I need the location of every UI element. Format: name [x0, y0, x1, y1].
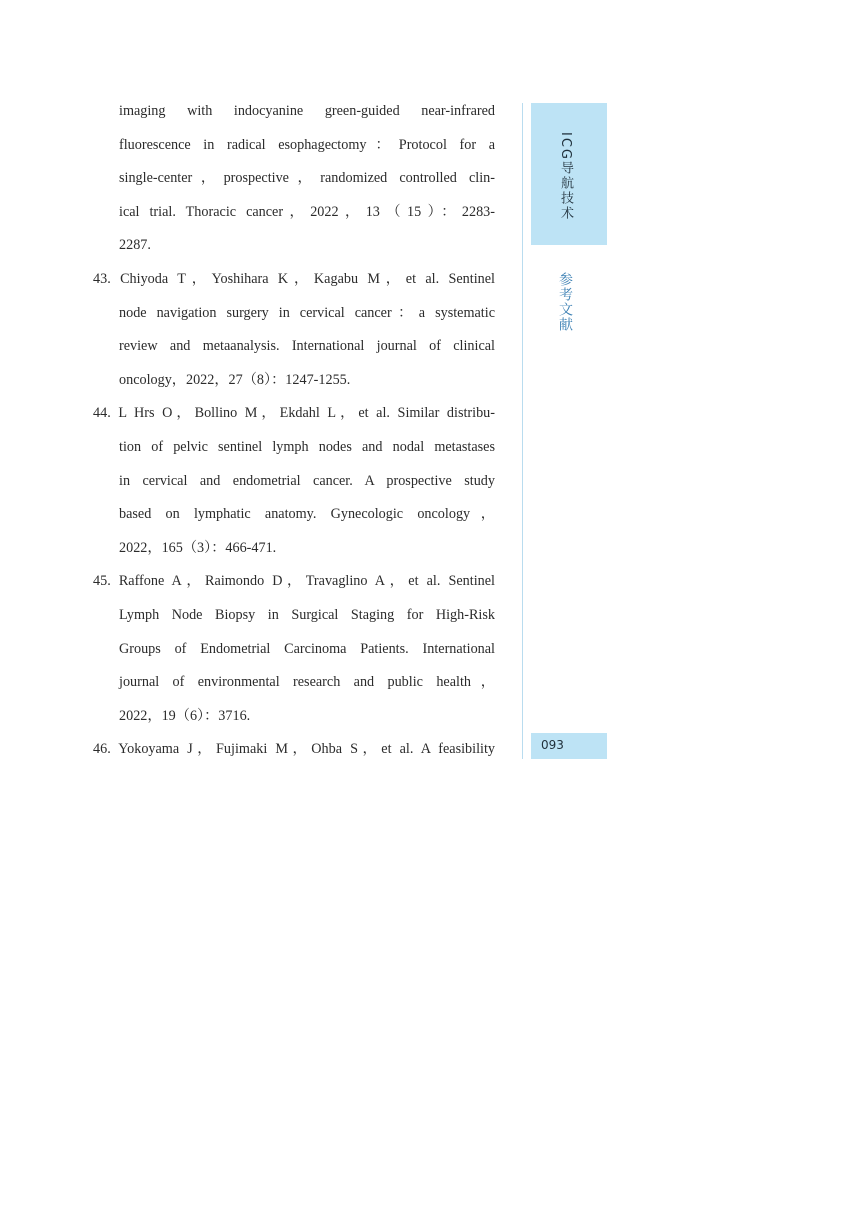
reference-line: ical trial. Thoracic cancer，2022，13（15）：2283- — [119, 203, 495, 220]
reference-line: based on lymphatic anatomy. Gynecologic oncology， — [119, 506, 495, 523]
reference-line: 44. L Hrs O，Bollino M，Ekdahl L，et al. Similar distribu- — [93, 405, 495, 422]
reference-45 — [93, 565, 495, 733]
reference-list — [93, 95, 495, 767]
chapter-title: ICG导航技术 — [558, 132, 573, 221]
reference-line: review and metaanalysis. International journal of clinical — [119, 338, 495, 355]
reference-line: 43. Chiyoda T，Yoshihara K，Kagabu M，et al. Sentinel — [93, 270, 495, 287]
section-title: 参考文献 — [557, 272, 573, 332]
reference-44 — [93, 397, 495, 565]
reference-46 — [93, 733, 495, 767]
reference-continued — [93, 95, 495, 263]
reference-line: 2022，165（3）：466-471. — [119, 539, 277, 556]
reference-line: journal of environmental research and public health， — [119, 674, 495, 691]
reference-line: node navigation surgery in cervical cancer：a systematic — [119, 304, 495, 321]
reference-line: Groups of Endometrial Carcinoma Patients. International — [119, 640, 495, 657]
reference-line: single-center，prospective，randomized controlled clin- — [119, 170, 495, 187]
reference-line: in cervical and endometrial cancer. A prospective study — [119, 472, 495, 489]
reference-line: 46. Yokoyama J，Fujimaki M，Ohba S，et al. A feasibility — [93, 741, 496, 758]
reference-line: tion of pelvic sentinel lymph nodes and nodal metastases — [119, 438, 495, 455]
margin-divider — [522, 103, 523, 759]
reference-line: 2287. — [119, 237, 151, 254]
reference-line: oncology，2022，27（8）：1247-1255. — [119, 371, 351, 388]
reference-line: 45. Raffone A，Raimondo D，Travaglino A，et al. Sentinel — [93, 573, 495, 590]
reference-line: fluorescence in radical esophagectomy：Protocol for a — [119, 136, 495, 153]
reference-line: Lymph Node Biopsy in Surgical Staging for High-Risk — [119, 606, 495, 623]
reference-line: 2022，19（6）：3716. — [119, 707, 251, 724]
reference-line: imaging with indocyanine green-guided near-infrared — [119, 103, 495, 119]
reference-43 — [93, 263, 495, 397]
page-number: 093 — [541, 738, 564, 752]
